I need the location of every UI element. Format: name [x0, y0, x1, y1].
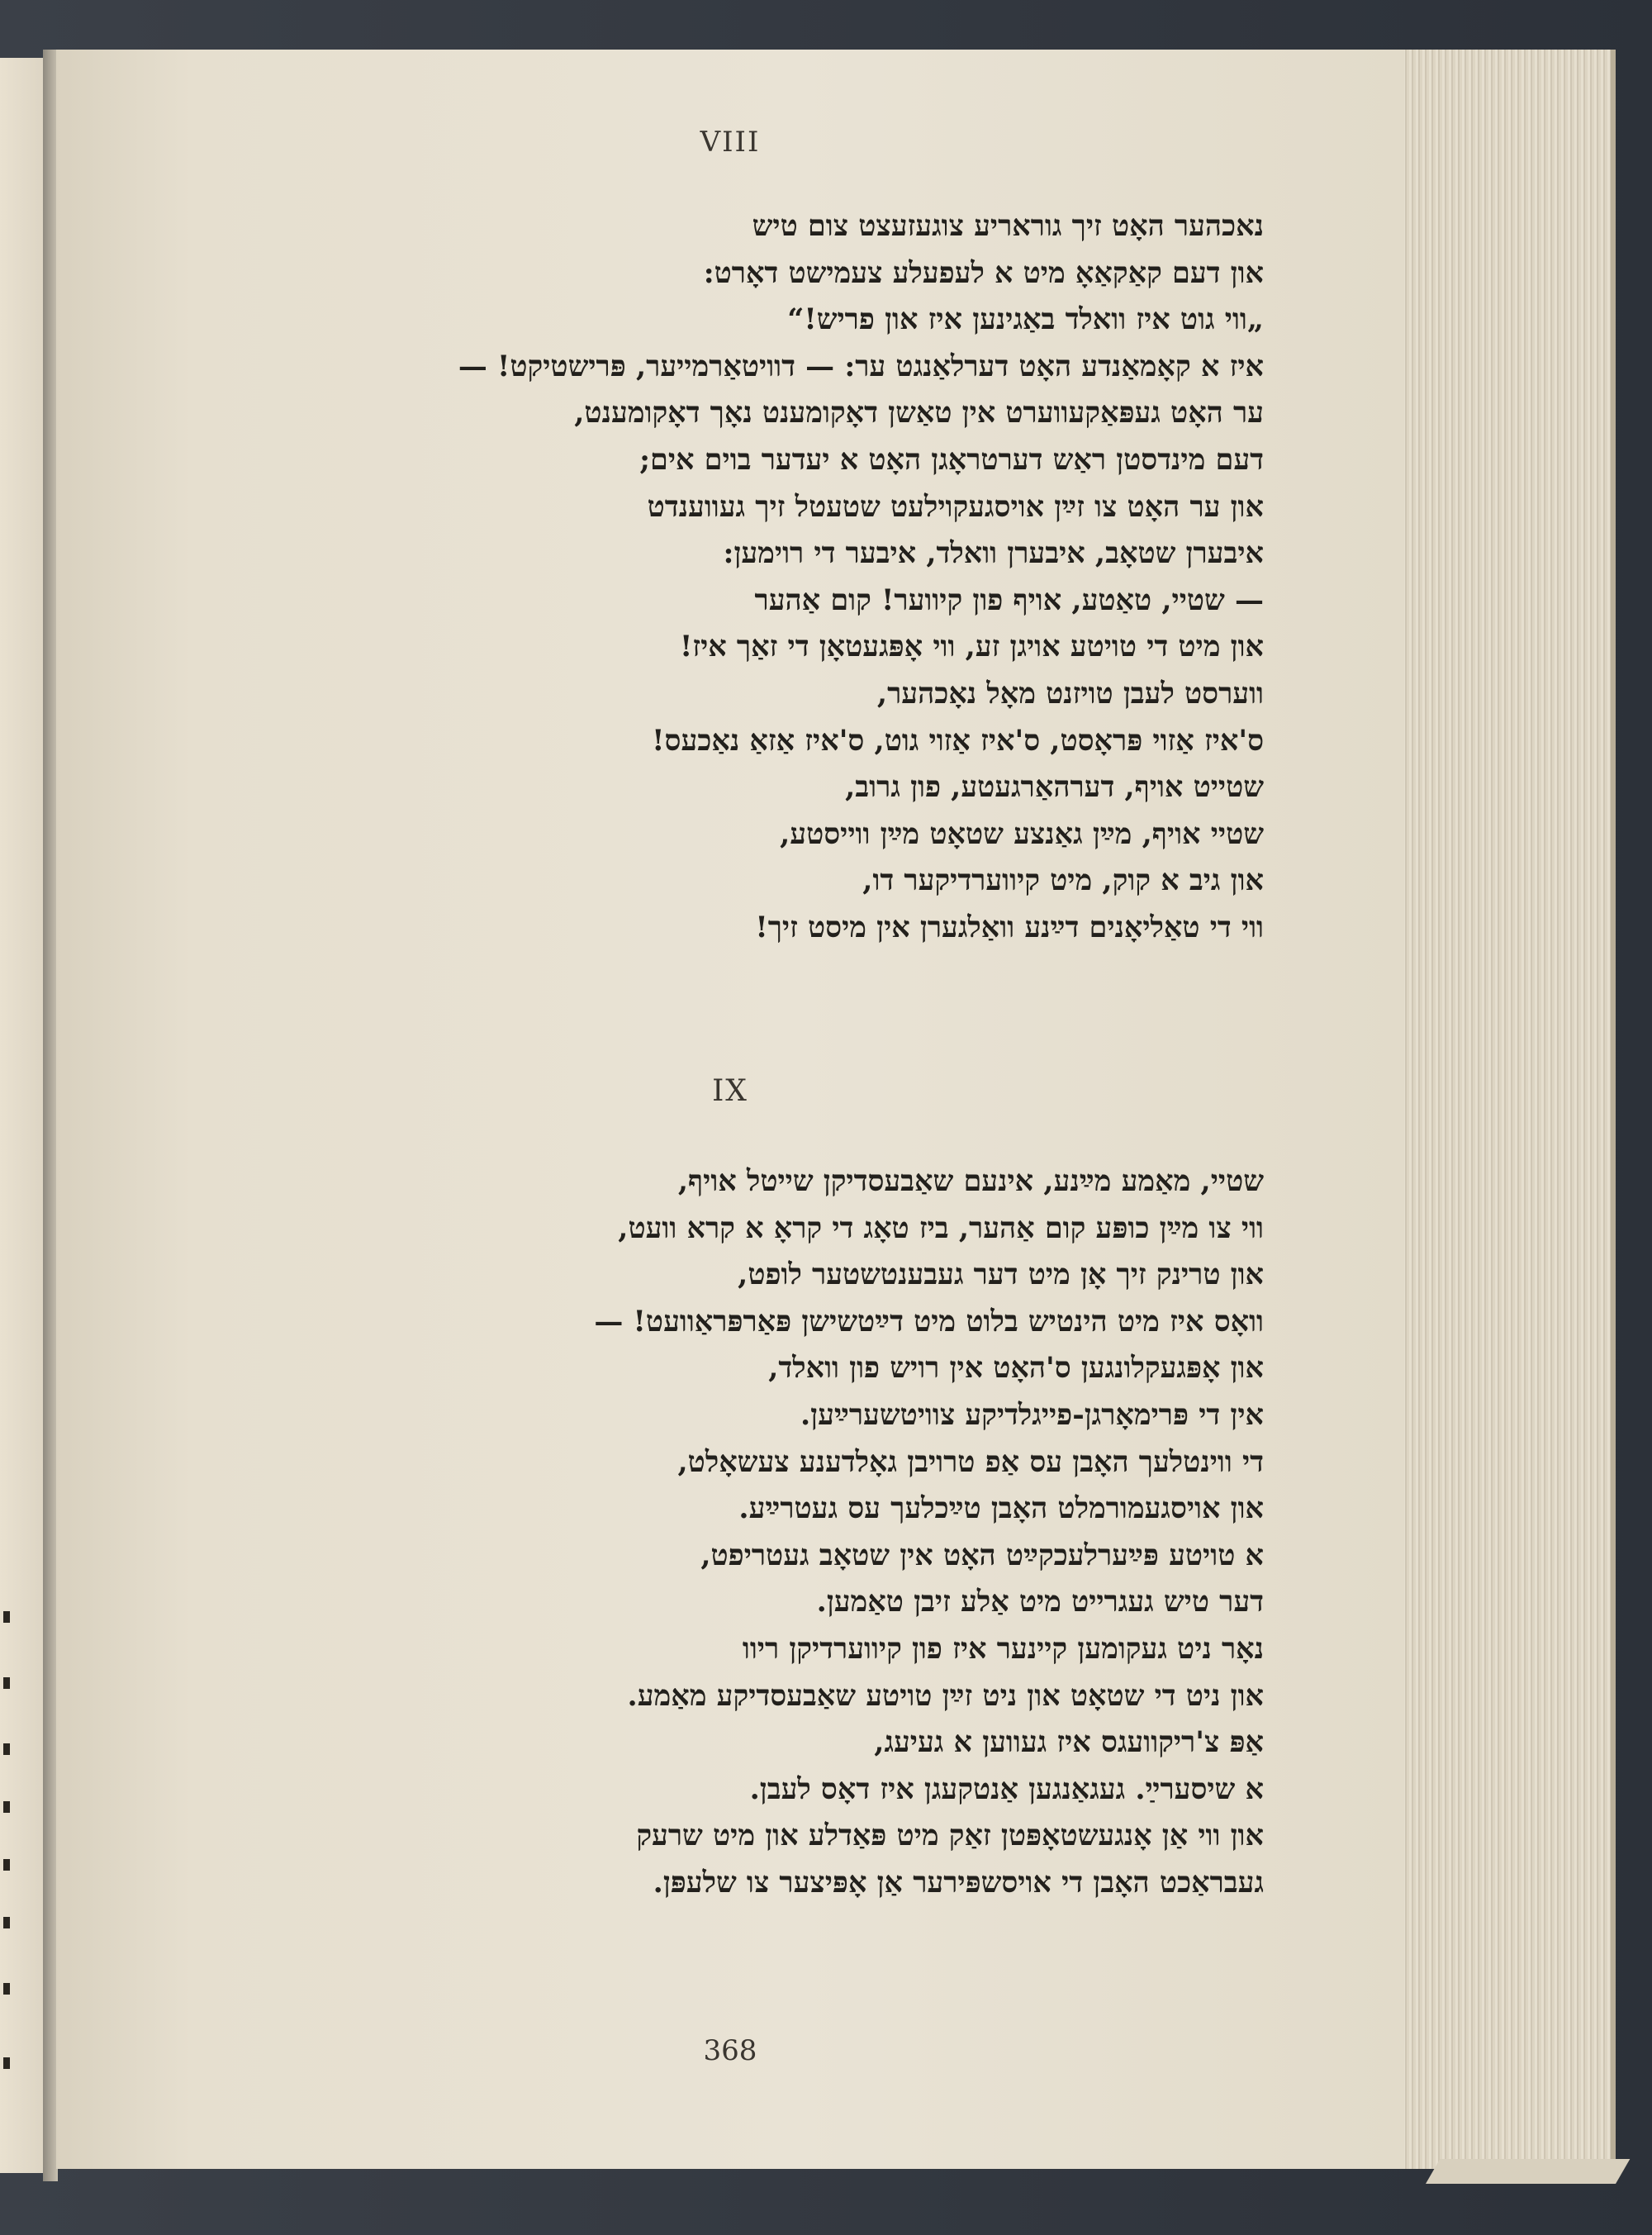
poem-line: — שטיי, טאַטע, אויף פון קיווער! קום אַהער: [754, 583, 1264, 617]
section-heading-viii: VIII: [700, 126, 761, 159]
text-fragment-mark: [3, 1859, 10, 1871]
poem-section-ix: [231, 1158, 1264, 1907]
poem-line: א טויטע פּײַערלעכקײַט האָט אין שטאָב געטריפט,: [700, 1538, 1264, 1572]
poem-line: אין די פּרימאָרגן-פייגלדיקע צוויטשערײַען.: [800, 1397, 1264, 1432]
text-fragment-mark: [3, 1917, 10, 1928]
text-fragment-mark: [3, 1743, 10, 1755]
poem-line: וואָס איז מיט הינטיש בלוט מיט דײַטשישן פּאַרפּראַוועט! —: [594, 1304, 1264, 1339]
poem-line: און דעם קאַקאַאָ מיט א לעפעלע צעמישט דאָרט:: [703, 255, 1264, 290]
poem-line: און אויסגעמורמלט האָבן טײַכלעך עס געטרײַע.: [738, 1491, 1264, 1526]
poem-line: און מיט די טויטע אויגן זע, ווי אָפּגעטאָן די זאַך איז!: [679, 630, 1264, 664]
text-fragment-mark: [3, 1983, 10, 1995]
page-block-edges: [1396, 50, 1616, 2169]
poem-line: אַפּ צ'ריקוועגס איז געווען א געיעג,: [874, 1725, 1264, 1760]
poem-line: און טרינק זיך אָן מיט דער געבענטשטער לופט,: [738, 1258, 1264, 1292]
poem-line: א שיסערײַ. געגאַנגען אַנטקעגן איז דאָס לעבן.: [749, 1771, 1264, 1806]
poem-line: „ווי גוט איז וואלד באַגינען איז און פריש!“: [787, 302, 1264, 337]
poem-line: ווי די טאַליאָנים דײַנע וואַלגערן אין מיסט זיך!: [755, 910, 1264, 944]
poem-line: ווי צו מײַן כופּע קום אַהער, ביז טאָג די קראָ א קרא וועט,: [618, 1210, 1264, 1245]
poem-line: דער טיש געגרייט מיט אַלע זיבן טאַמען.: [816, 1585, 1264, 1619]
poem-line: שטיי אויף, מײַן גאַנצע שטאָט מײַן ווייסטע,: [780, 816, 1264, 851]
text-fragment-mark: [3, 2057, 10, 2069]
text-fragment-mark: [3, 1801, 10, 1813]
previous-page-edge: [0, 58, 46, 2173]
poem-line: ער האָט געפּאַקעווערט אין טאַשן דאָקומענט נאָך דאָקומענט,: [574, 396, 1264, 430]
text-fragment-mark: [3, 1677, 10, 1689]
section-heading-ix: IX: [712, 1074, 748, 1108]
poem-line: און גיב א קוק, מיט קיווערדיקער דו,: [862, 863, 1264, 898]
poem-line: און ער האָט צו זײַן אויסגעקוילעט שטעטל זיך געווענדט: [647, 489, 1264, 524]
poem-line: ס'איז אַזוי פּראָסט, ס'איז אַזוי גוט, ס'איז אַזאַ נאַכעס!: [652, 723, 1264, 758]
poem-line: איבערן שטאָב, איבערן וואלד, איבער די רוימען:: [723, 536, 1264, 571]
poem-line: און ווי אַן אָנגעשטאָפּטן זאַק מיט פּאַדלע און מיט שרעק: [636, 1819, 1264, 1853]
poem-line: און ניט די שטאָט און ניט זײַן טויטע שאַבעסדיקע מאַמע.: [627, 1678, 1264, 1713]
poem-line: די ווינטלעך האָבן עס אַפ טרויבן גאָלדענע צעשאָלט,: [677, 1444, 1264, 1479]
poem-line: ווערסט לעבן טויזנט מאָל נאָכהער,: [876, 676, 1264, 711]
poem-line: נאָר ניט געקומען קיינער איז פון קיווערדיקן ריוו: [742, 1631, 1264, 1666]
poem-line: שטיי, מאַמע מײַנע, אינעם שאַבעסדיקן שייטל אויף,: [677, 1164, 1264, 1198]
poem-line: געבראַכט האָבן די אויסשפּירער אַן אָפּיצער צו שלעפּן.: [653, 1865, 1264, 1900]
poem-line: און אָפּגעקלונגען ס'האָט אין רויש פון וואלד,: [768, 1351, 1264, 1386]
poem-line: איז א קאָמאַנדע האָט דערלאַנגט ער: — דוויטאַרמייער, פּרישטיקט! —: [458, 349, 1264, 383]
poem-line: נאכהער האָט זיך גוראריע צוגעזעצט צום טיש: [752, 209, 1264, 243]
book-page: [56, 50, 1404, 2169]
poem-section-viii: [231, 203, 1264, 952]
page-number: 368: [703, 2034, 757, 2067]
text-fragment-mark: [3, 1611, 10, 1623]
poem-line: דעם מינדסטן ראַש דערטראָגן האָט א יעדער בוים אים;: [639, 442, 1264, 477]
poem-line: שטייט אויף, דערהאַרגעטע, פון גרוב,: [845, 770, 1264, 805]
